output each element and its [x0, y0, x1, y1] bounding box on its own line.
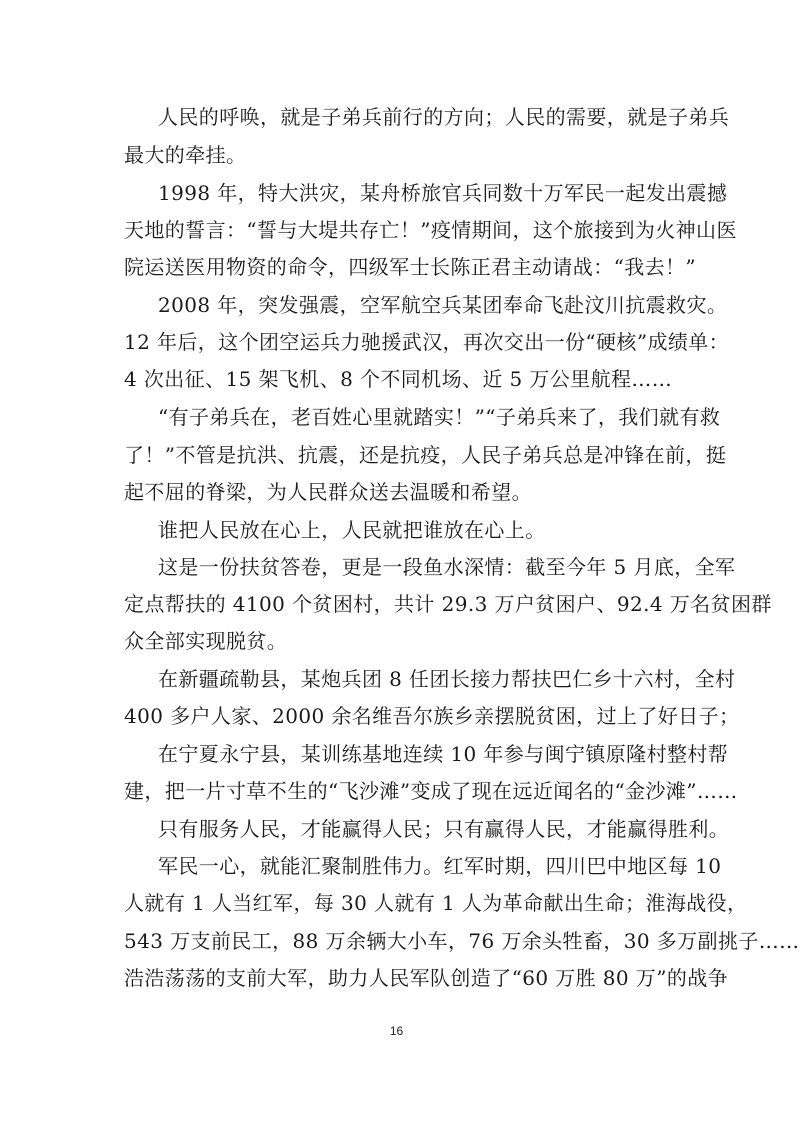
text-line: 定点帮扶的 4100 个贫困村，共计 29.3 万户贫困户、92.4 万名贫困群 — [124, 592, 772, 616]
text-line: 在宁夏永宁县，某训练基地连续 10 年参与闽宁镇原隆村整村帮 — [158, 742, 729, 766]
text-line: 军民一心，就能汇聚制胜伟力。红军时期，四川巴中地区每 10 — [158, 854, 722, 878]
text-line: 最大的牵挂。 — [124, 143, 247, 167]
text-line: 建，把一片寸草不生的“飞沙滩”变成了现在远近闻名的“金沙滩”…… — [124, 779, 738, 803]
text-line: “有子弟兵在，老百姓心里就踏实！”“子弟兵来了，我们就有救 — [158, 405, 721, 429]
text-line: 只有服务人民，才能赢得人民；只有赢得人民，才能赢得胜利。 — [158, 817, 730, 841]
text-line: 这是一份扶贫答卷，更是一段鱼水深情：截至今年 5 月底，全军 — [158, 555, 736, 579]
text-line: 起不屈的脊梁，为人民群众送去温暖和希望。 — [124, 480, 532, 504]
text-line: 了！”不管是抗洪、抗震，还是抗疫，人民子弟兵总是冲锋在前，挺 — [124, 443, 727, 467]
text-line: 人就有 1 人当红军，每 30 人就有 1 人为革命献出生命；淮海战役， — [124, 891, 748, 915]
text-line: 400 多户人家、2000 余名维吾尔族乡亲摆脱贫困，过上了好日子； — [124, 704, 740, 728]
text-line: 1998 年，特大洪灾，某舟桥旅官兵同数十万军民一起发出震撼 — [158, 181, 728, 205]
text-line: 2008 年，突发强震，空军航空兵某团奉命飞赴汶川抗震救灾。 — [158, 293, 728, 317]
text-line: 谁把人民放在心上，人民就把谁放在心上。 — [158, 518, 546, 542]
text-line: 院运送医用物资的命令，四级军士长陈正君主动请战：“我去！” — [124, 255, 697, 279]
page-number: 16 — [389, 1024, 404, 1038]
text-line: 众全部实现脱贫。 — [124, 629, 288, 653]
text-line: 4 次出征、15 架飞机、8 个不同机场、近 5 万公里航程…… — [124, 367, 673, 391]
text-line: 在新疆疏勒县，某炮兵团 8 任团长接力帮扶巴仁乡十六村，全村 — [158, 667, 736, 691]
text-line: 12 年后，这个团空运兵力驰援武汉，再次交出一份“硬核”成绩单： — [124, 330, 730, 354]
text-line: 天地的誓言：“誓与大堤共存亡！”疫情期间，这个旅接到为火神山医 — [124, 218, 737, 242]
text-line: 浩浩荡荡的支前大军，助力人民军队创造了“60 万胜 80 万”的战争 — [124, 966, 729, 990]
text-line: 543 万支前民工，88 万余辆大小车，76 万余头牲畜，30 多万副挑子…… — [124, 929, 800, 953]
text-line: 人民的呼唤，就是子弟兵前行的方向；人民的需要，就是子弟兵 — [158, 105, 730, 129]
